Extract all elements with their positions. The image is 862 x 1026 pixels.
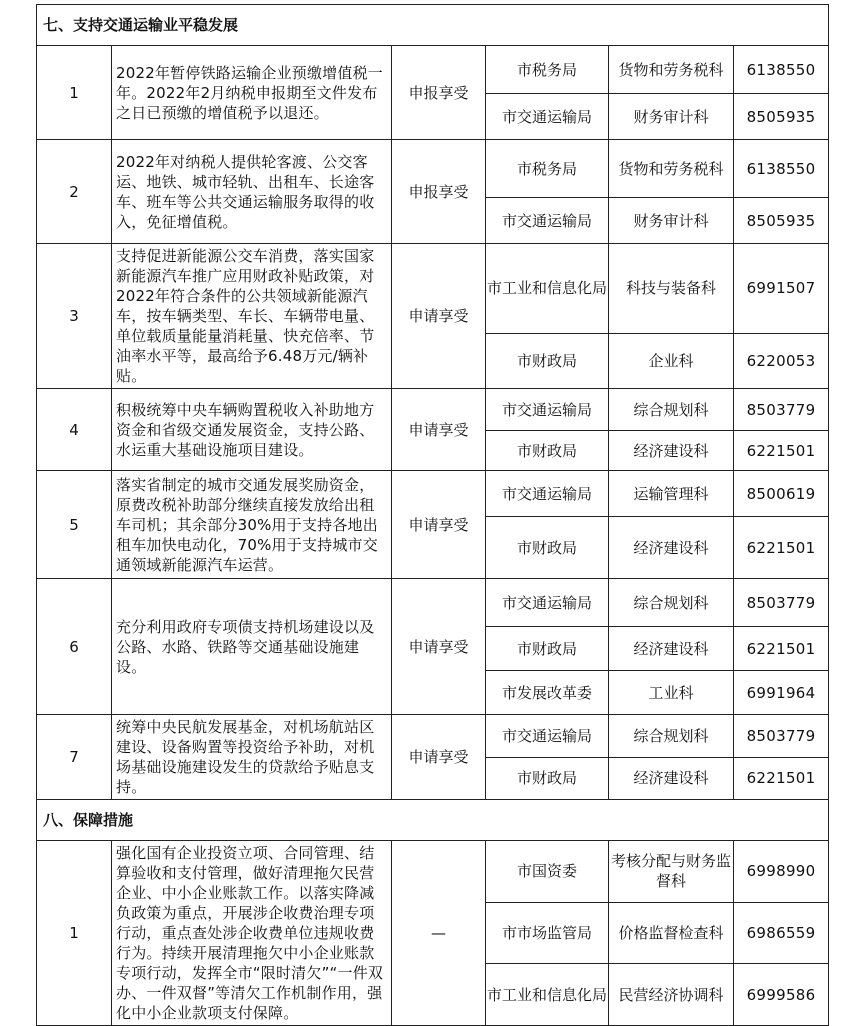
- office: 经济建设科: [609, 517, 734, 579]
- enjoy-mode: 申请享受: [392, 244, 486, 389]
- phone: 8505935: [734, 94, 829, 140]
- department: 市工业和信息化局: [486, 244, 609, 334]
- office: 企业科: [609, 333, 734, 388]
- section-header-row: [37, 800, 829, 841]
- phone: 8505935: [734, 198, 829, 244]
- enjoy-mode: 申请享受: [392, 389, 486, 471]
- table-row: [37, 389, 829, 431]
- office: 财务审计科: [609, 198, 734, 244]
- phone: 6138550: [734, 46, 829, 94]
- department: 市交通运输局: [486, 579, 609, 627]
- phone: 6986559: [734, 902, 829, 964]
- table-row: [37, 579, 829, 627]
- enjoy-mode: 申请享受: [392, 471, 486, 579]
- section-header-row: [37, 5, 829, 46]
- office: 工业科: [609, 671, 734, 715]
- phone: 6138550: [734, 140, 829, 198]
- office: 综合规划科: [609, 389, 734, 431]
- table-row: [37, 715, 829, 758]
- office: 经济建设科: [609, 431, 734, 471]
- department: 市财政局: [486, 757, 609, 800]
- phone: 6998990: [734, 841, 829, 903]
- phone: 6220053: [734, 333, 829, 388]
- office: 经济建设科: [609, 757, 734, 800]
- phone: 6221501: [734, 517, 829, 579]
- office: 科技与装备科: [609, 244, 734, 334]
- department: 市工业和信息化局: [486, 964, 609, 1026]
- policy-description: 积极统筹中央车辆购置税收入补助地方资金和省级交通发展资金，支持公路、水运重大基础设施项目建设。: [112, 389, 392, 471]
- phone: 8503779: [734, 389, 829, 431]
- department: 市税务局: [486, 46, 609, 94]
- phone: 8500619: [734, 471, 829, 517]
- department: 市财政局: [486, 627, 609, 671]
- section-title: 七、支持交通运输业平稳发展: [37, 5, 829, 46]
- section-title: 八、保障措施: [37, 800, 829, 841]
- policy-description: 充分利用政府专项债支持机场建设以及公路、水路、铁路等交通基础设施建设。: [112, 579, 392, 715]
- phone: 6221501: [734, 627, 829, 671]
- phone: 6991507: [734, 244, 829, 334]
- phone: 6221501: [734, 757, 829, 800]
- office: 经济建设科: [609, 627, 734, 671]
- department: 市国资委: [486, 841, 609, 903]
- item-number: 1: [37, 841, 112, 1026]
- phone: 6221501: [734, 431, 829, 471]
- item-number: 6: [37, 579, 112, 715]
- enjoy-mode: 申请享受: [392, 579, 486, 715]
- item-number: 5: [37, 471, 112, 579]
- item-number: 4: [37, 389, 112, 471]
- enjoy-mode: 申报享受: [392, 140, 486, 244]
- policy-description: 2022年暂停铁路运输企业预缴增值税一年。2022年2月纳税申报期至文件发布之日已预缴的增值税予以退还。: [112, 46, 392, 140]
- enjoy-mode: —: [392, 841, 486, 1026]
- item-number: 3: [37, 244, 112, 389]
- table-row: [37, 46, 829, 94]
- office: 运输管理科: [609, 471, 734, 517]
- department: 市财政局: [486, 431, 609, 471]
- department: 市财政局: [486, 517, 609, 579]
- phone: 8503779: [734, 579, 829, 627]
- policy-description: 落实省制定的城市交通发展奖励资金，原费改税补助部分继续直接发放给出租车司机；其余部分30%用于支持各地出租车加快电动化，70%用于支持城市交通领域新能源汽车运营。: [112, 471, 392, 579]
- policy-description: 2022年对纳税人提供轮客渡、公交客运、地铁、城市轻轨、出租车、长途客车、班车等公共交通运输服务取得的收入，免征增值税。: [112, 140, 392, 244]
- department: 市交通运输局: [486, 94, 609, 140]
- policy-table: [36, 4, 829, 1026]
- department: 市市场监管局: [486, 902, 609, 964]
- policy-description: 统筹中央民航发展基金，对机场航站区建设、设备购置等投资给予补助，对机场基础设施建设发生的贷款给予贴息支持。: [112, 715, 392, 800]
- office: 货物和劳务税科: [609, 140, 734, 198]
- department: 市税务局: [486, 140, 609, 198]
- office: 综合规划科: [609, 715, 734, 758]
- item-number: 1: [37, 46, 112, 140]
- office: 价格监督检查科: [609, 902, 734, 964]
- office: 财务审计科: [609, 94, 734, 140]
- department: 市交通运输局: [486, 715, 609, 758]
- department: 市交通运输局: [486, 389, 609, 431]
- table-row: [37, 140, 829, 198]
- department: 市发展改革委: [486, 671, 609, 715]
- office: 考核分配与财务监督科: [609, 841, 734, 903]
- department: 市交通运输局: [486, 198, 609, 244]
- office: 综合规划科: [609, 579, 734, 627]
- policy-description: 支持促进新能源公交车消费，落实国家新能源汽车推广应用财政补贴政策，对2022年符合条件的公共领域新能源汽车，按车辆类型、车长、车辆带电量、单位载质量能量消耗量、快充倍率、节油率水平等，最高给予6.48万元/辆补贴。: [112, 244, 392, 389]
- enjoy-mode: 申请享受: [392, 715, 486, 800]
- table-row: [37, 244, 829, 334]
- phone: 6999586: [734, 964, 829, 1026]
- item-number: 2: [37, 140, 112, 244]
- department: 市交通运输局: [486, 471, 609, 517]
- department: 市财政局: [486, 333, 609, 388]
- item-number: 7: [37, 715, 112, 800]
- table-row: [37, 471, 829, 517]
- enjoy-mode: 申报享受: [392, 46, 486, 140]
- phone: 8503779: [734, 715, 829, 758]
- policy-description: 强化国有企业投资立项、合同管理、结算验收和支付管理，做好清理拖欠民营企业、中小企业账款工作。以落实降减负政策为重点，开展涉企收费治理专项行动，重点查处涉企收费单位违规收费行为。持续开展清理拖欠中小企业账款专项行动，发挥全市“限时清欠”“一件双办、一件双督”等清欠工作机制作用，强化中小企业款项支付保障。: [112, 841, 392, 1026]
- table-row: [37, 841, 829, 903]
- phone: 6991964: [734, 671, 829, 715]
- office: 民营经济协调科: [609, 964, 734, 1026]
- office: 货物和劳务税科: [609, 46, 734, 94]
